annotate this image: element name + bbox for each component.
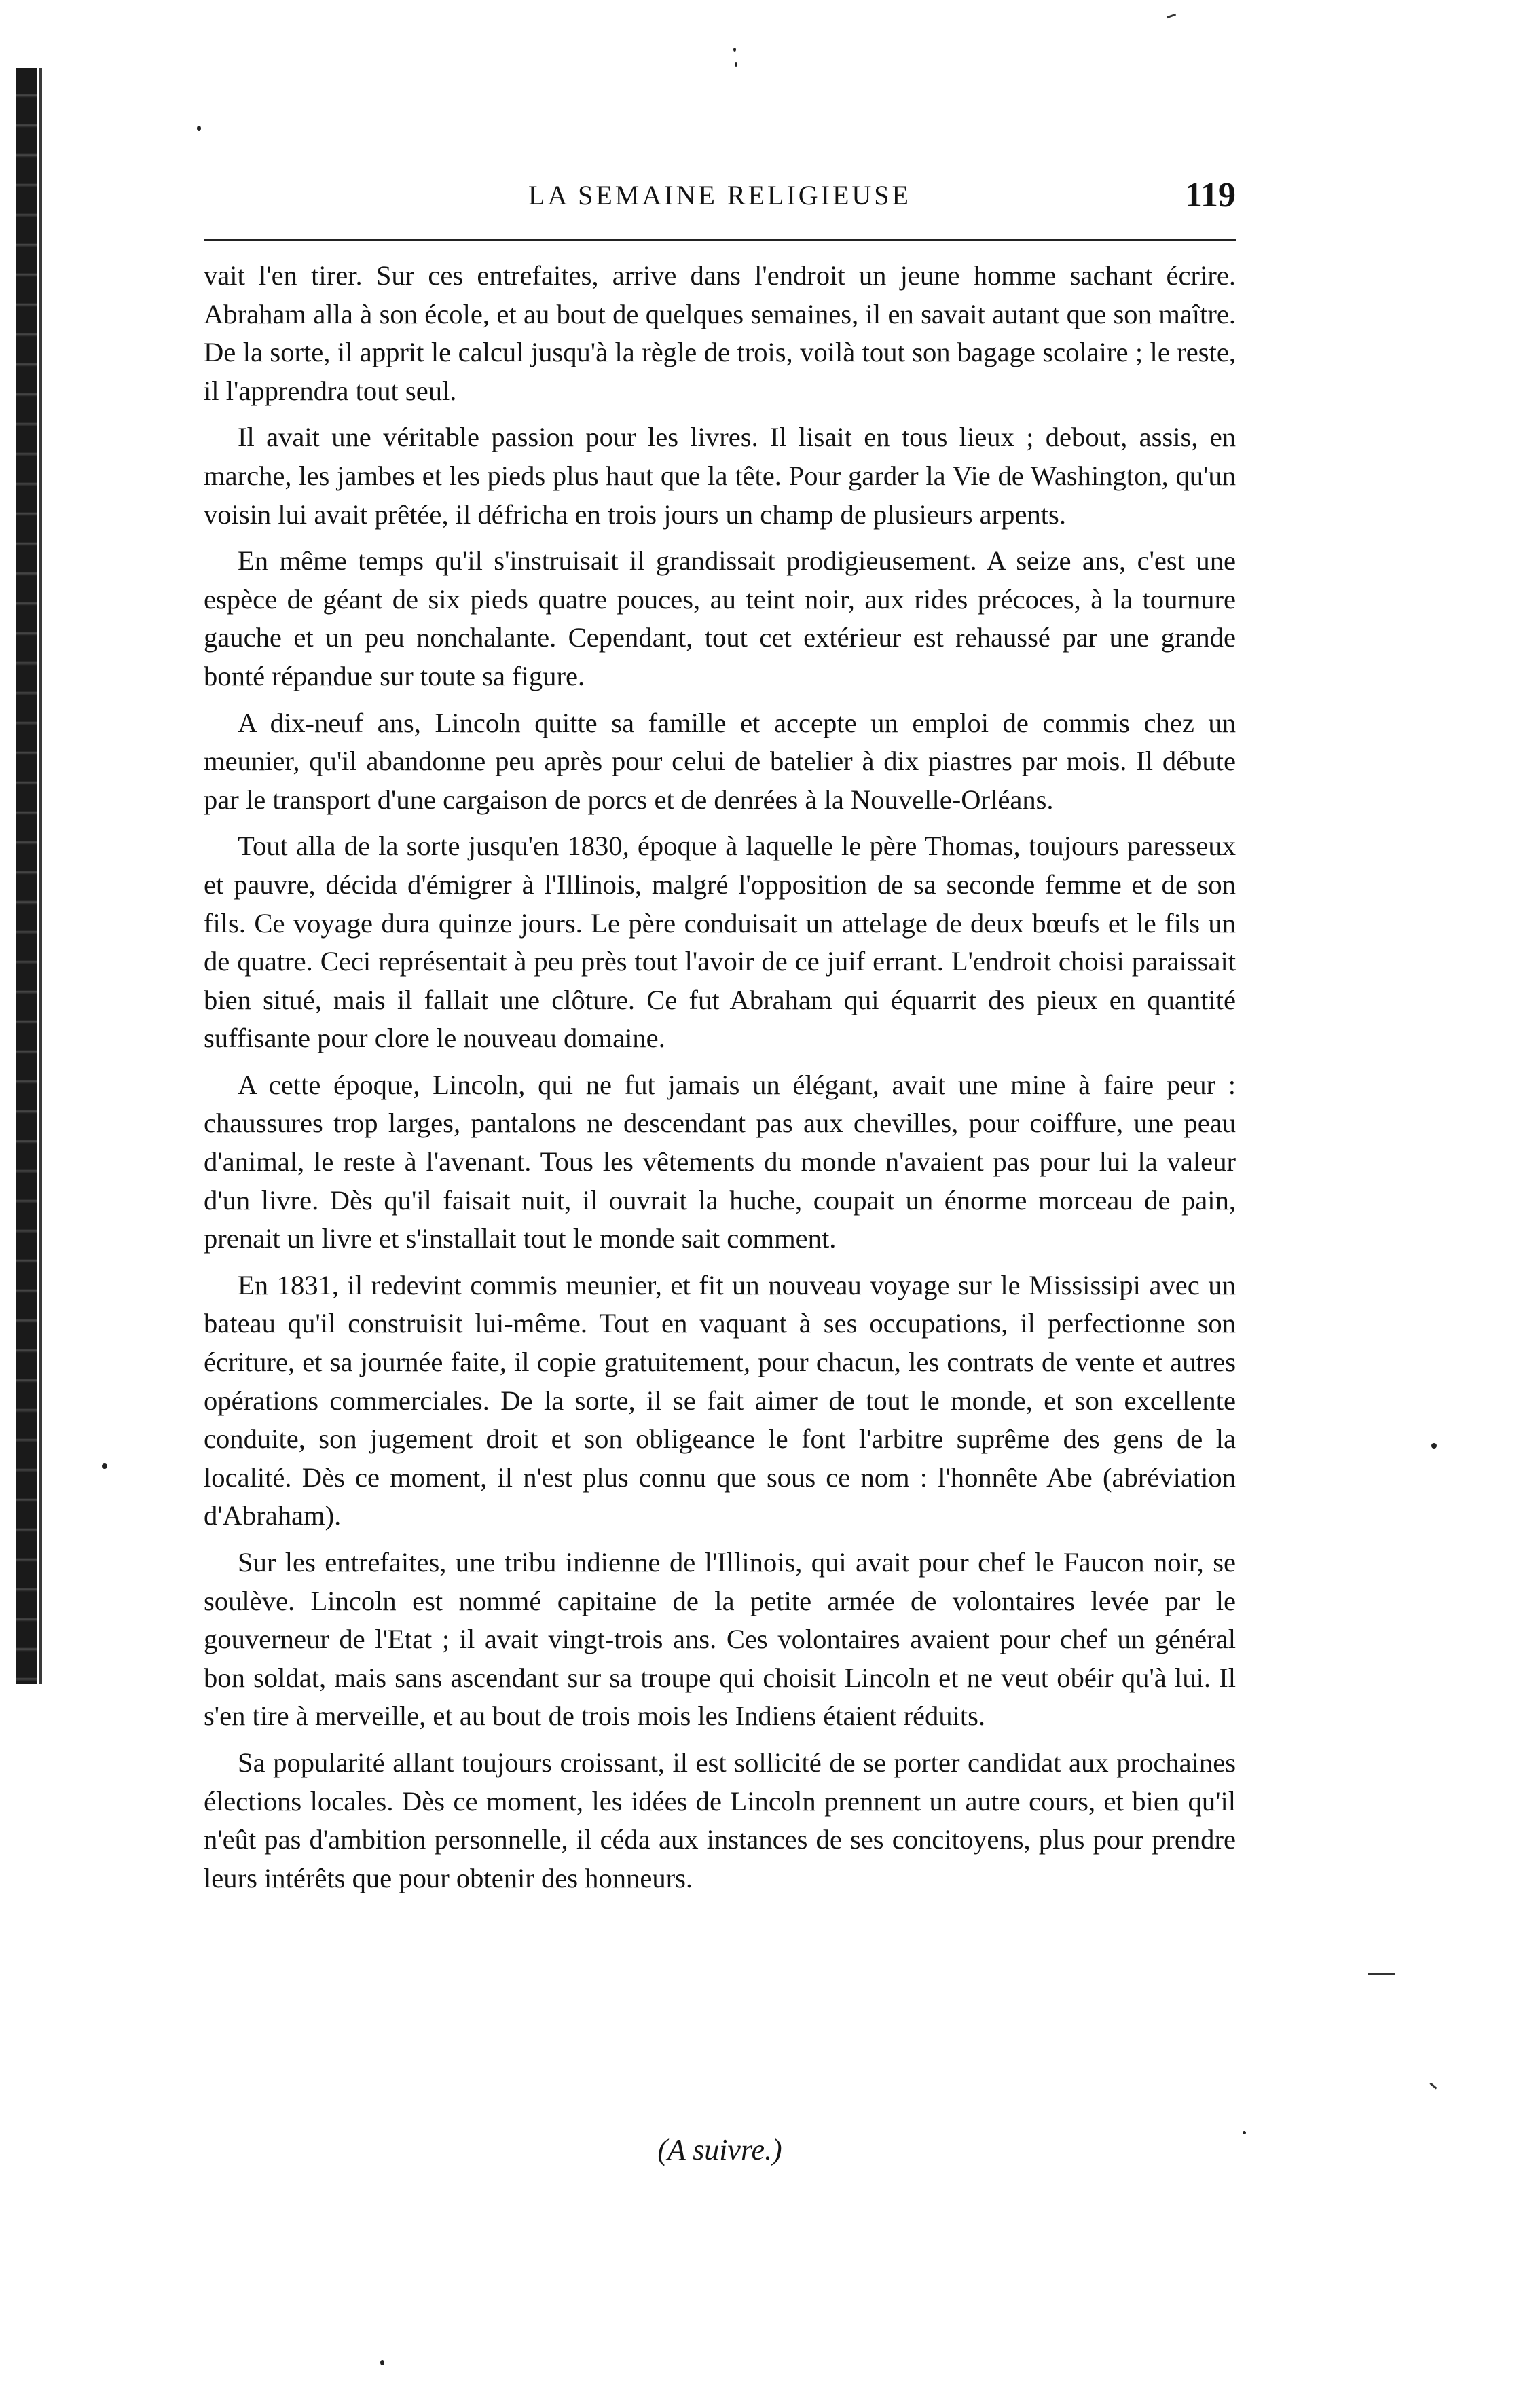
scan-mark <box>1429 2082 1437 2089</box>
scan-speck <box>102 1463 107 1469</box>
paragraph: A cette époque, Lincoln, qui ne fut jamais un élégant, avait une mine à faire peur : chaussures trop larges, pantalons ne descendant pas aux chevilles, pour coiffure, une peau d'animal, le reste à l'avenant. Tous les vêtements du monde n'avaient pas pour lui la valeur d'un livre. Dès qu'il faisait nuit, il ouvrait la huche, coupait un énorme morceau de pain, prenait un livre et s'installait tout le monde sait comment. <box>204 1069 1236 1254</box>
paragraph: Sa popularité allant toujours croissant, il est sollicité de se porter candidat aux prochaines élections locales. Dès ce moment, les idées de Lincoln prennent un autre cours, et bien qu'il n'eût pas d'ambition personnelle, il céda aux instances de ses concitoyens, plus pour prendre leurs intérêts que pour obtenir des honneurs. <box>204 1747 1236 1893</box>
paragraph: vait l'en tirer. Sur ces entrefaites, arrive dans l'endroit un jeune homme sachant écrire. Abraham alla à son école, et au bout de quelques semaines, il en savait autant que son maître. De la sorte, il apprit le calcul jusqu'à la règle de trois, voilà tout son bagage scolaire ; le reste, il l'apprendra tout seul. <box>204 260 1236 406</box>
page-header <box>204 175 1236 230</box>
article-body <box>204 257 1236 1906</box>
paragraph: Il avait une véritable passion pour les livres. Il lisait en tous lieux ; debout, assis, en marche, les jambes et les pieds plus haut que la tête. Pour garder la Vie de Washington, qu'un voisin lui avait prêtée, il défricha en trois jours un champ de plusieurs arpents. <box>204 422 1236 530</box>
paragraph: En même temps qu'il s'instruisait il grandissait prodigieusement. A seize ans, c'est une espèce de géant de six pieds quatre pouces, au teint noir, aux rides précoces, à la tournure gauche et un peu nonchalante. Cependant, tout cet extérieur est rehaussé par une grande bonté répandue sur toute sa figure. <box>204 545 1236 691</box>
scan-speck <box>380 2360 384 2365</box>
header-rule <box>204 239 1236 241</box>
scan-speck <box>735 62 737 67</box>
scan-speck <box>197 126 201 131</box>
paragraph: A dix-neuf ans, Lincoln quitte sa famille et accepte un emploi de commis chez un meunier, qu'il abandonne peu après pour celui de batelier à dix piastres par mois. Il débute par le transport d'une cargaison de porcs et de denrées à la Nouvelle-Orléans. <box>204 707 1236 815</box>
scan-mark <box>1167 14 1176 19</box>
scan-speck <box>733 48 736 52</box>
paragraph: Sur les entrefaites, une tribu indienne de l'Illinois, qui avait pour chef le Faucon noir, se soulève. Lincoln est nommé capitaine de la petite armée de volontaires levée par le gouverneur de l'Etat ; il avait vingt-trois ans. Ces volontaires avaient pour chef un général bon soldat, mais sans ascendant sur sa troupe qui choisit Lincoln et ne veut obéir qu'à lui. Il s'en tire à merveille, et au bout de trois mois les Indiens étaient réduits. <box>204 1547 1236 1732</box>
scan-mark <box>1368 1973 1395 1975</box>
binding-edge-shadow <box>16 68 37 1684</box>
binding-edge-line <box>39 68 42 1684</box>
scan-speck <box>1243 2131 1246 2134</box>
paragraph: Tout alla de la sorte jusqu'en 1830, époque à laquelle le père Thomas, toujours paresseux et pauvre, décida d'émigrer à l'Illinois, malgré l'opposition de sa seconde femme et de son fils. Ce voyage dura quinze jours. Le père conduisait un attelage de deux bœufs et le fils un de quatre. Ceci représentait à peu près tout l'avoir de ce juif errant. L'endroit choisi paraissait bien situé, mais il fallait une clôture. Ce fut Abraham qui équarrit des pieux en quantité suffisante pour clore le nouveau domaine. <box>204 831 1236 1054</box>
to-be-continued: (A suivre.) <box>657 2133 782 2166</box>
page-number: 119 <box>1184 176 1236 215</box>
scan-speck <box>1431 1443 1437 1449</box>
paragraph: En 1831, il redevint commis meunier, et fit un nouveau voyage sur le Mississipi avec un bateau qu'il construisit lui-même. Tout en vaquant à ses occupations, il perfectionne son écriture, et sa journée faite, il copie gratuitement, pour chacun, les contrats de vente et autres opérations commerciales. De la sorte, il se fait aimer de tout le monde, et son excellente conduite, son jugement droit et son obligeance le font l'arbitre suprême des gens de la localité. Dès ce moment, il n'est plus connu que sous ce nom : l'honnête Abe (abréviation d'Abraham). <box>204 1269 1236 1531</box>
running-title: LA SEMAINE RELIGIEUSE <box>528 180 911 211</box>
